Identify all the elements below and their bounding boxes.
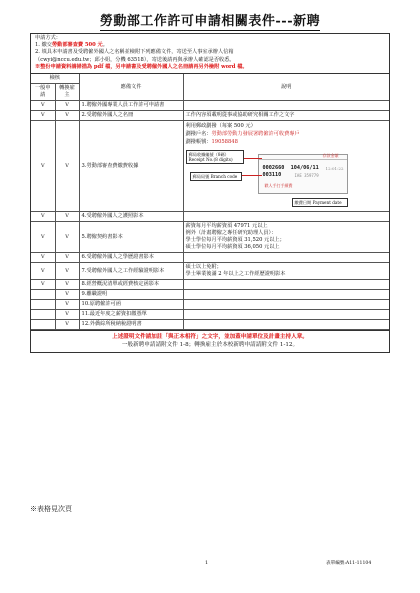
footer-line-1: 上述證明文件請加註「與正本相符」之文字，並加蓋申請單位及計畫主持人章。 [112, 334, 308, 341]
callout-arrow [244, 158, 262, 159]
header-docs: 應備文件 [79, 74, 183, 101]
general-check-mark [31, 290, 55, 300]
header-transfer: 轉換雇主 [55, 84, 79, 101]
transfer-check-mark: V [55, 320, 79, 330]
transfer-check-mark: V [55, 253, 79, 263]
general-check-mark: V [31, 263, 55, 280]
callout-arrow [242, 175, 262, 176]
notes-heading: 申請方式： [35, 35, 61, 41]
required-document: 6.受聘僱外國人之學歷證書影本 [79, 253, 183, 263]
transfer-check-mark: V [55, 212, 79, 222]
transfer-check-mark: V [55, 290, 79, 300]
slip-receipt-number: 0002660 104/06/11 [262, 165, 319, 172]
receipt-slip: 存款金額 0002660 104/06/11 12:01:22 003110 IAE 359779 戳人手打手續費 [258, 154, 348, 194]
general-check-mark [31, 320, 55, 330]
table-row [31, 222, 389, 253]
fee-account-name: 劃撥戶名：勞動部勞動力發展署聘僱許可收費專戶 [185, 131, 300, 138]
notes-item-2-line-2: （cwyi@nccu.edu.tw；邱小姐，分機 63518），寄送後請再與承辦人確認是否收悉。 [35, 56, 235, 63]
required-document: 3.勞動部審查費繳費收據 [79, 121, 183, 212]
general-check-mark: V [31, 101, 55, 111]
transfer-check-mark: V [55, 121, 79, 212]
page-number: 1 [205, 560, 209, 566]
document-description [183, 320, 389, 330]
general-check-mark: V [31, 222, 55, 253]
table-row [31, 290, 389, 300]
required-document: 11.最近年度之薪資扣繳憑單 [79, 310, 183, 320]
notes-warning: ※整份申請資料請掃描為 pdf 檔，另申請書及受聘僱外國人之名冊請再另外檢附 word 檔。 [35, 63, 248, 70]
required-document: 12.外僑綜所稅納稅證明書 [79, 320, 183, 330]
footer-line-2: 一般新聘申請請附文件 1-8；轉換雇主於本校新聘申請請附文件 1-12。 [121, 342, 299, 349]
transfer-check-mark: V [55, 263, 79, 280]
form-number: 表單編號:A11-11104 [326, 561, 372, 566]
required-document: 8.經營概況清單或經費核定函影本 [79, 280, 183, 290]
callout-branch-code: 郵局局號 Branch code [190, 172, 242, 181]
document-description [183, 310, 389, 320]
table-row [31, 280, 389, 290]
receipt-illustration [186, 148, 356, 210]
table-row [31, 263, 389, 280]
required-document: 1.聘僱外國專業人員工作許可申請書 [79, 101, 183, 111]
general-check-mark: V [31, 212, 55, 222]
page-title: 勞動部工作許可申請相關表件---新聘 [99, 14, 321, 29]
table-row [31, 111, 389, 121]
table-row [31, 320, 389, 330]
checklist-rows [31, 101, 389, 330]
table-row [31, 300, 389, 310]
general-check-mark [31, 300, 55, 310]
required-document: 2.受聘僱外國人之名冊 [79, 111, 183, 121]
document-description [183, 121, 389, 212]
required-document: 9.離職證明 [79, 290, 183, 300]
document-checklist-table [31, 74, 389, 330]
general-check-mark [31, 310, 55, 320]
required-document: 10.原聘僱許可函 [79, 300, 183, 310]
table-footer [31, 330, 389, 352]
document-description [183, 212, 389, 222]
table-row [31, 212, 389, 222]
application-notes [31, 34, 389, 74]
table-row [31, 253, 389, 263]
required-document: 4.受聘僱外國人之護照影本 [79, 212, 183, 222]
document-description [183, 253, 389, 263]
required-document: 5.聘僱契約書影本 [79, 222, 183, 253]
transfer-check-mark: V [55, 300, 79, 310]
general-check-mark: V [31, 253, 55, 263]
document-description: 碩士以上免附； 學士畢業後滿 2 年以上之工作經歷證明影本 [183, 263, 389, 280]
required-document: 7.受聘僱外國人之工作經驗證明影本 [79, 263, 183, 280]
document-description [183, 280, 389, 290]
fee-account-number: 劃撥帳號：19058848 [185, 139, 238, 146]
header-check: 檢核 [31, 74, 79, 84]
document-description: 工作內容須載明從事或協助研究相關工作之文字 [183, 111, 389, 121]
general-check-mark: V [31, 121, 55, 212]
transfer-check-mark: V [55, 310, 79, 320]
general-check-mark: V [31, 111, 55, 121]
fee-highlight: 勞動部審查費 500 元 [51, 42, 103, 49]
table-row [31, 310, 389, 320]
transfer-check-mark: V [55, 222, 79, 253]
notes-item-1: 1. 繳交勞動部審查費 500 元。 [35, 42, 108, 49]
general-check-mark: V [31, 280, 55, 290]
callout-receipt-number: 郵局收據編號（8碼） Receipt No.(8 digits) [186, 150, 244, 164]
table-row [31, 121, 389, 212]
document-description: 薪資每月平均薪資須 47971 元以上 例外（計畫聘僱之專任研究助理人員）： 學士學位每月平均薪資須 31,520 元以上； 碩士學位每月平均薪資須 36,050 元以上 [183, 222, 389, 253]
transfer-check-mark: V [55, 111, 79, 121]
table-row [31, 101, 389, 111]
transfer-check-mark: V [55, 280, 79, 290]
form-frame [30, 33, 390, 353]
document-description [183, 290, 389, 300]
header-desc: 說明 [183, 74, 389, 101]
transfer-check-mark: V [55, 101, 79, 111]
slip-branch-code: 003110 [262, 172, 282, 179]
document-description [183, 101, 389, 111]
callout-payment-date: 繳費日期 Payment date [292, 198, 348, 207]
notes-item-2-line-1: 2. 填具本申請書及受聘僱外國人之名稱並檢附下列應備文件，寄送至人事室承辦人信箱 [35, 49, 234, 56]
fee-method: 利用郵政劃撥（每案 500 元） [185, 123, 256, 130]
document-description [183, 300, 389, 310]
header-general: 一般申請 [31, 84, 55, 101]
continued-note: ※表格見次頁 [30, 505, 72, 513]
